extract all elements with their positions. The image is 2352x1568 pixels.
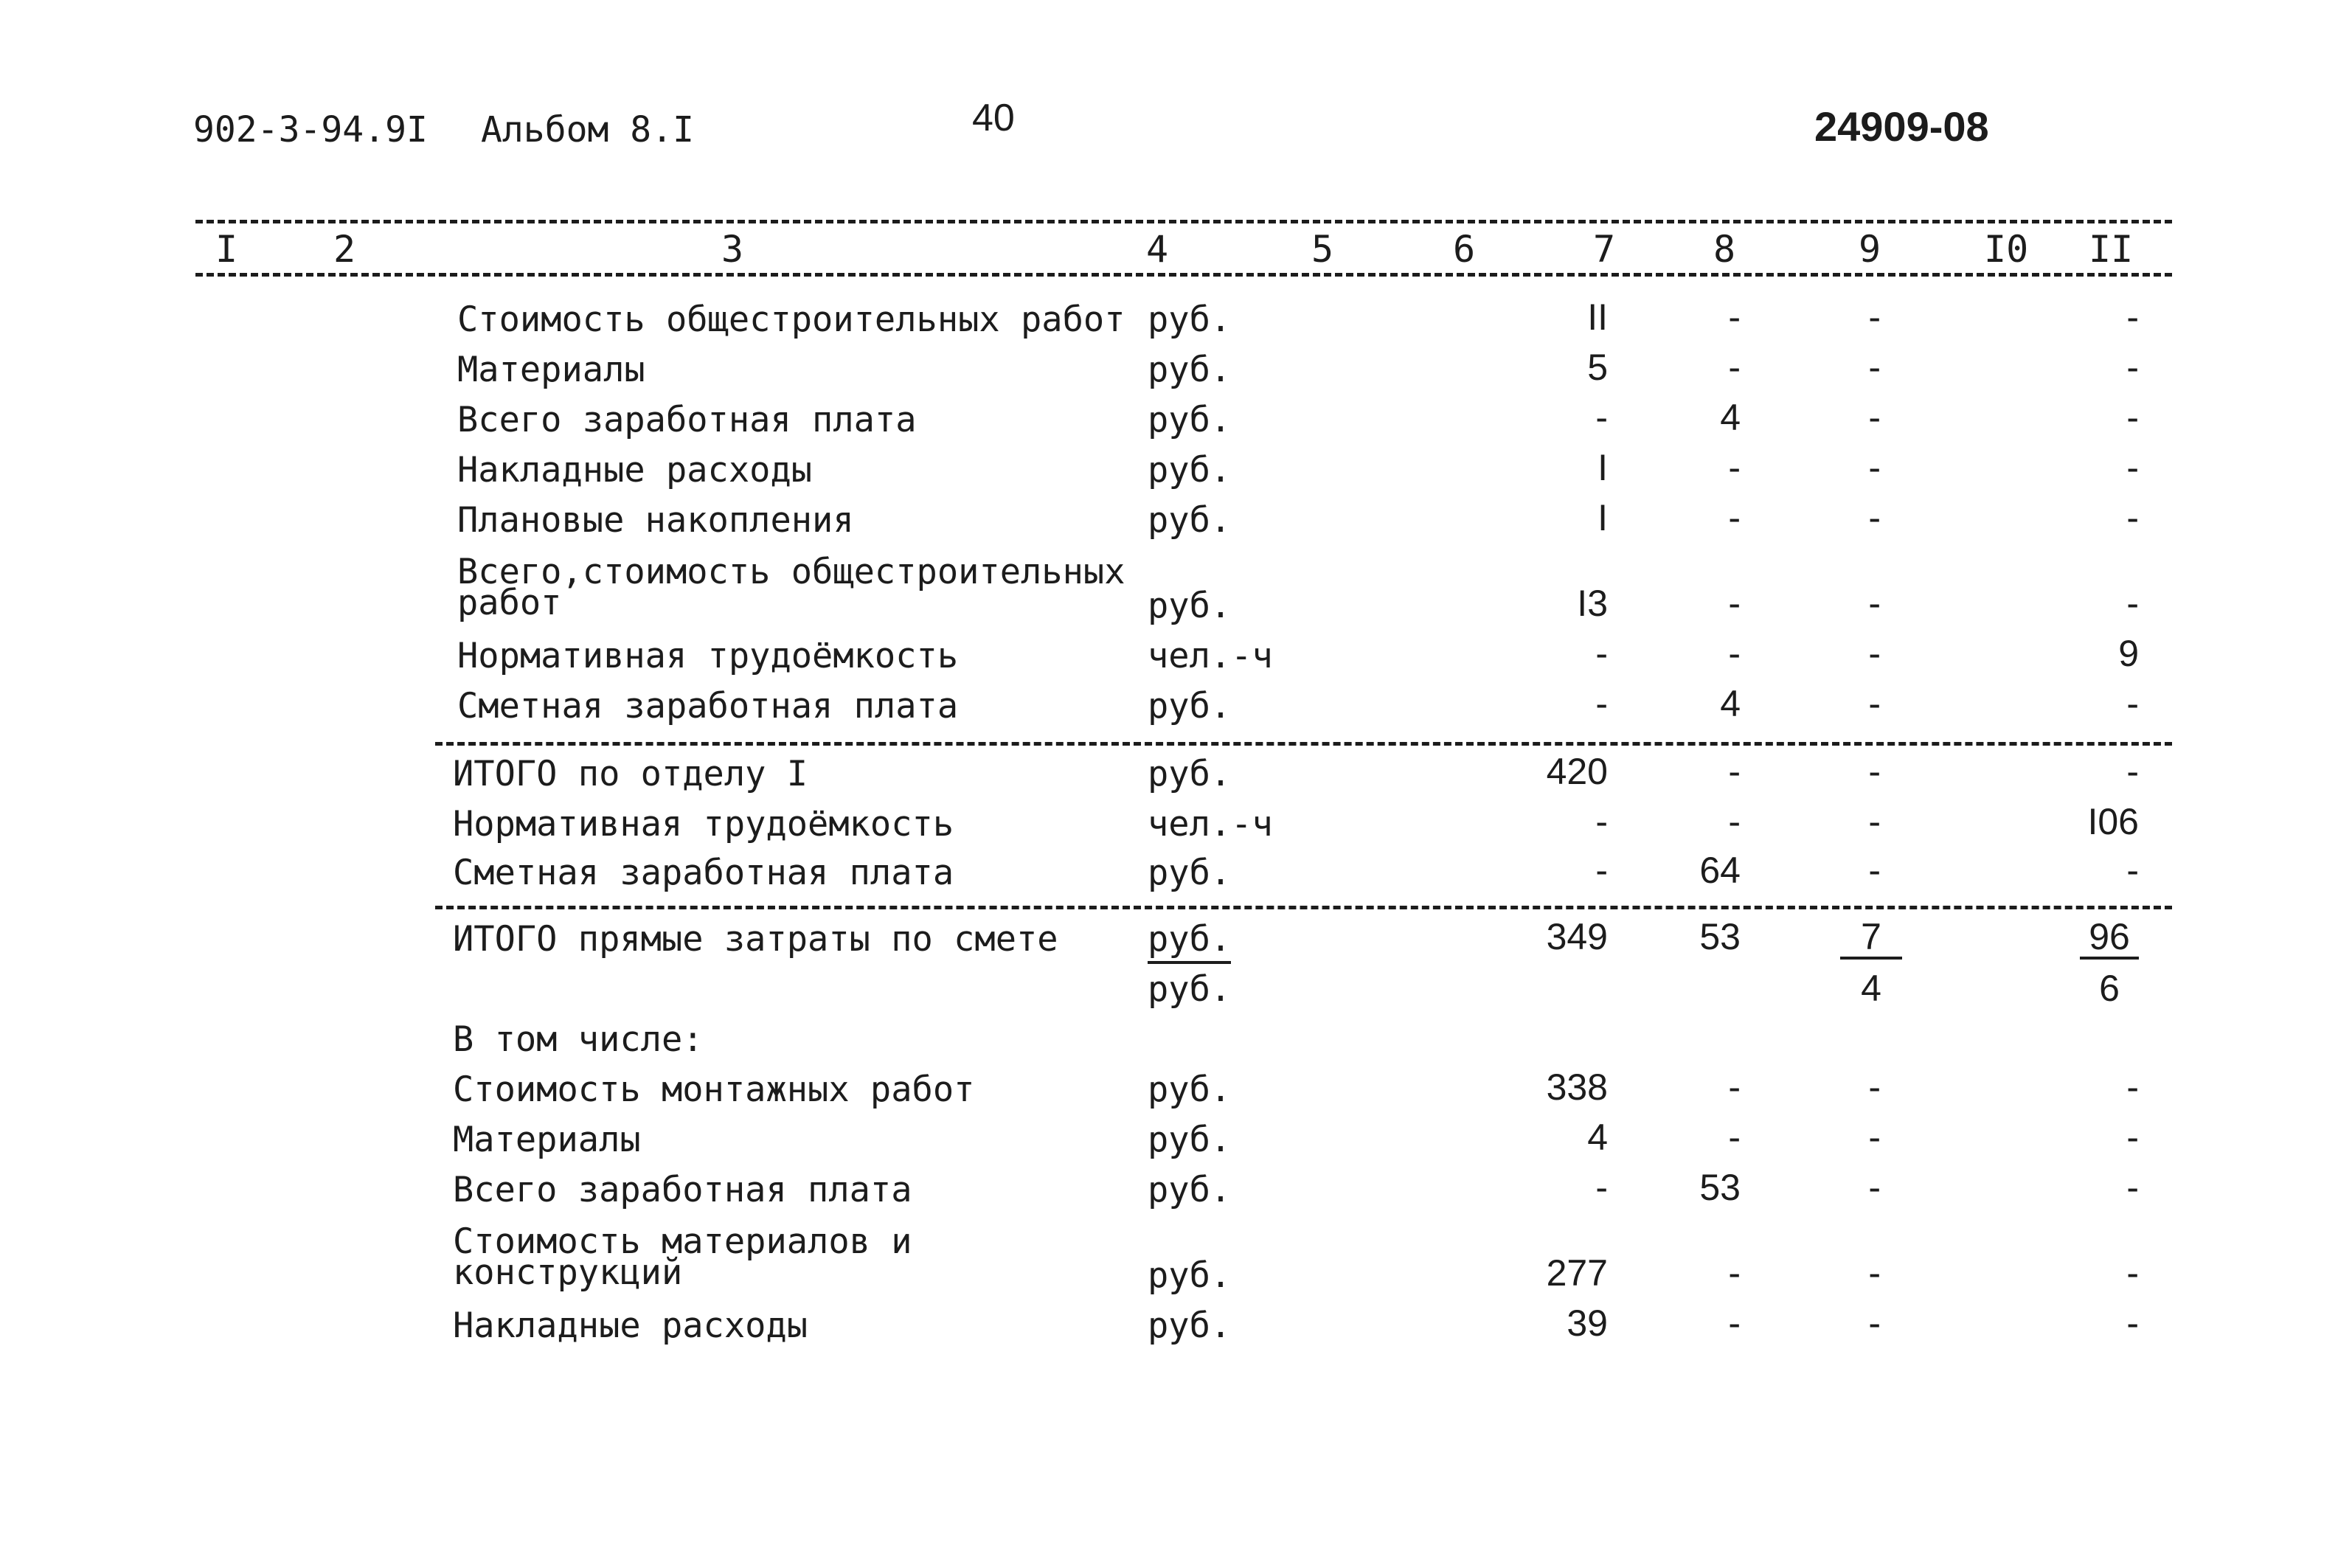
- row-value-col8: -: [1728, 296, 1741, 338]
- row-value-col8: -: [1728, 347, 1741, 388]
- section-divider: [435, 742, 2172, 746]
- total-value-col9-denominator: 4: [1861, 968, 1881, 1009]
- column-number-6: 6: [1453, 228, 1476, 271]
- row-value-col8: -: [1728, 1302, 1741, 1344]
- row-label: Стоимость монтажных работ: [453, 1069, 975, 1110]
- row-value-col11: -: [2126, 1117, 2139, 1158]
- column-number-9: 9: [1859, 228, 1881, 271]
- row-value-col8: -: [1728, 1117, 1741, 1158]
- row-value-col7: 39: [1567, 1302, 1608, 1344]
- row-label: Нормативная трудоёмкость: [457, 636, 959, 676]
- row-value-col11: I06: [2087, 801, 2139, 842]
- total-value-col9-fraction: [1840, 918, 1902, 1007]
- column-number-2: 2: [333, 228, 356, 271]
- row-unit: чел.-ч: [1148, 804, 1273, 844]
- row-value-col7: 5: [1587, 347, 1608, 388]
- row-value-col8: -: [1728, 583, 1741, 624]
- column-number-10: I0: [1984, 228, 2029, 271]
- row-unit: руб.: [1148, 754, 1232, 794]
- album-label: Альбом 8.I: [481, 109, 694, 150]
- row-value-col9: -: [1868, 1167, 1881, 1208]
- row-label: Стоимость общестроительных работ: [457, 299, 1125, 340]
- row-value-col8: -: [1728, 751, 1741, 792]
- column-number-5: 5: [1311, 228, 1334, 271]
- row-label: Нормативная трудоёмкость: [453, 804, 954, 844]
- row-label: Накладные расходы: [453, 1305, 808, 1346]
- row-value-col9: -: [1868, 1066, 1881, 1108]
- row-value-col8: 4: [1720, 397, 1741, 438]
- row-value-col8: -: [1728, 1066, 1741, 1108]
- stamp-number: 24909-08: [1814, 103, 1989, 150]
- total-unit-text: руб.: [1148, 919, 1231, 964]
- column-number-4: 4: [1146, 228, 1169, 271]
- row-label: ИТОГО по отделу I: [453, 754, 808, 794]
- row-label-continuation: конструкций: [453, 1252, 683, 1293]
- row-label: Материалы: [457, 350, 645, 390]
- row-value-col7: 338: [1546, 1066, 1608, 1108]
- row-label: Накладные расходы: [457, 450, 813, 490]
- row-label: Стоимость материалов и: [453, 1221, 912, 1262]
- section-divider: [435, 906, 2172, 909]
- row-value-col7: -: [1595, 633, 1608, 674]
- column-number-3: 3: [721, 228, 744, 271]
- row-value-col11: -: [2126, 1066, 2139, 1108]
- row-unit: руб.: [1148, 299, 1232, 340]
- row-value-col8: -: [1728, 497, 1741, 538]
- row-value-col11: -: [2126, 347, 2139, 388]
- row-value-col11: -: [2126, 296, 2139, 338]
- row-value-col7: 4: [1587, 1117, 1608, 1158]
- row-value-col11: -: [2126, 751, 2139, 792]
- row-value-col9: -: [1868, 397, 1881, 438]
- row-value-col9: -: [1868, 683, 1881, 724]
- row-value-col7: I3: [1577, 583, 1608, 624]
- row-value-col11: 9: [2118, 633, 2139, 674]
- row-label: Всего,стоимость общестроительных: [457, 552, 1125, 592]
- row-label: Плановые накопления: [457, 500, 854, 541]
- row-label: Материалы: [453, 1120, 641, 1160]
- total-unit: [1148, 919, 1232, 960]
- header-bottom-rule: [195, 273, 2172, 277]
- row-value-col7: -: [1595, 1167, 1608, 1208]
- row-unit: руб.: [1148, 1170, 1232, 1210]
- row-value-col11: -: [2126, 683, 2139, 724]
- row-label: Всего заработная плата: [457, 400, 917, 440]
- row-value-col7: I: [1598, 497, 1608, 538]
- row-value-col8: 4: [1720, 683, 1741, 724]
- row-value-col9: -: [1868, 801, 1881, 842]
- row-value-col8: 53: [1699, 1167, 1741, 1208]
- row-value-col9: -: [1868, 1302, 1881, 1344]
- row-label-continuation: работ: [457, 583, 562, 623]
- column-number-11: II: [2089, 228, 2134, 271]
- row-value-col11: -: [2126, 447, 2139, 488]
- total-value-col11-denominator: 6: [2099, 968, 2120, 1009]
- row-value-col11: -: [2126, 397, 2139, 438]
- column-number-1: I: [215, 228, 238, 271]
- row-unit: руб.: [1148, 1069, 1232, 1110]
- total-unit-second: руб.: [1148, 969, 1232, 1010]
- row-value-col9: -: [1868, 751, 1881, 792]
- row-value-col7: I: [1598, 447, 1608, 488]
- column-number-7: 7: [1593, 228, 1616, 271]
- row-unit: руб.: [1148, 450, 1232, 490]
- row-value-col8: -: [1728, 633, 1741, 674]
- row-unit: руб.: [1148, 350, 1232, 390]
- column-number-8: 8: [1713, 228, 1736, 271]
- row-unit: руб.: [1148, 586, 1232, 626]
- row-value-col9: -: [1868, 633, 1881, 674]
- row-value-col9: -: [1868, 447, 1881, 488]
- total-value-col9-numerator: 7: [1840, 918, 1902, 960]
- page-number: 40: [972, 97, 1015, 139]
- row-label: Сметная заработная плата: [453, 853, 954, 893]
- total-value-col11-numerator: 96: [2080, 918, 2139, 960]
- row-value-col7: 420: [1546, 751, 1608, 792]
- header-top-rule: [195, 220, 2172, 223]
- row-value-col9: -: [1868, 850, 1881, 891]
- row-value-col9: -: [1868, 1117, 1881, 1158]
- row-value-col11: -: [2126, 1252, 2139, 1294]
- row-unit: руб.: [1148, 400, 1232, 440]
- row-value-col7: -: [1595, 801, 1608, 842]
- row-value-col8: 64: [1699, 850, 1741, 891]
- row-value-col11: -: [2126, 583, 2139, 624]
- row-unit: руб.: [1148, 686, 1232, 726]
- row-value-col7: -: [1595, 397, 1608, 438]
- row-unit: руб.: [1148, 1305, 1232, 1346]
- row-value-col9: -: [1868, 497, 1881, 538]
- row-value-col8: -: [1728, 447, 1741, 488]
- row-unit: чел.-ч: [1148, 636, 1273, 676]
- row-value-col8: -: [1728, 1252, 1741, 1294]
- including-heading: В том числе:: [453, 1019, 704, 1060]
- row-label: Сметная заработная плата: [457, 686, 959, 726]
- document-code: 902-3-94.9I: [193, 109, 428, 150]
- row-value-col9: -: [1868, 1252, 1881, 1294]
- row-value-col7: 277: [1546, 1252, 1608, 1294]
- row-value-col7: -: [1595, 683, 1608, 724]
- row-value-col9: -: [1868, 583, 1881, 624]
- row-unit: руб.: [1148, 853, 1232, 893]
- row-value-col11: -: [2126, 497, 2139, 538]
- row-value-col7: II: [1587, 296, 1608, 338]
- row-label: Всего заработная плата: [453, 1170, 912, 1210]
- row-unit: руб.: [1148, 1120, 1232, 1160]
- total-label: ИТОГО прямые затраты по смете: [453, 919, 1058, 960]
- row-value-col11: -: [2126, 850, 2139, 891]
- row-value-col9: -: [1868, 347, 1881, 388]
- total-value-col7: 349: [1546, 916, 1608, 957]
- total-value-col8: 53: [1699, 916, 1741, 957]
- total-value-col11-fraction: [2080, 918, 2139, 1007]
- row-value-col11: -: [2126, 1167, 2139, 1208]
- row-value-col7: -: [1595, 850, 1608, 891]
- row-unit: руб.: [1148, 1255, 1232, 1296]
- row-value-col11: -: [2126, 1302, 2139, 1344]
- row-value-col8: -: [1728, 801, 1741, 842]
- row-unit: руб.: [1148, 500, 1232, 541]
- row-value-col9: -: [1868, 296, 1881, 338]
